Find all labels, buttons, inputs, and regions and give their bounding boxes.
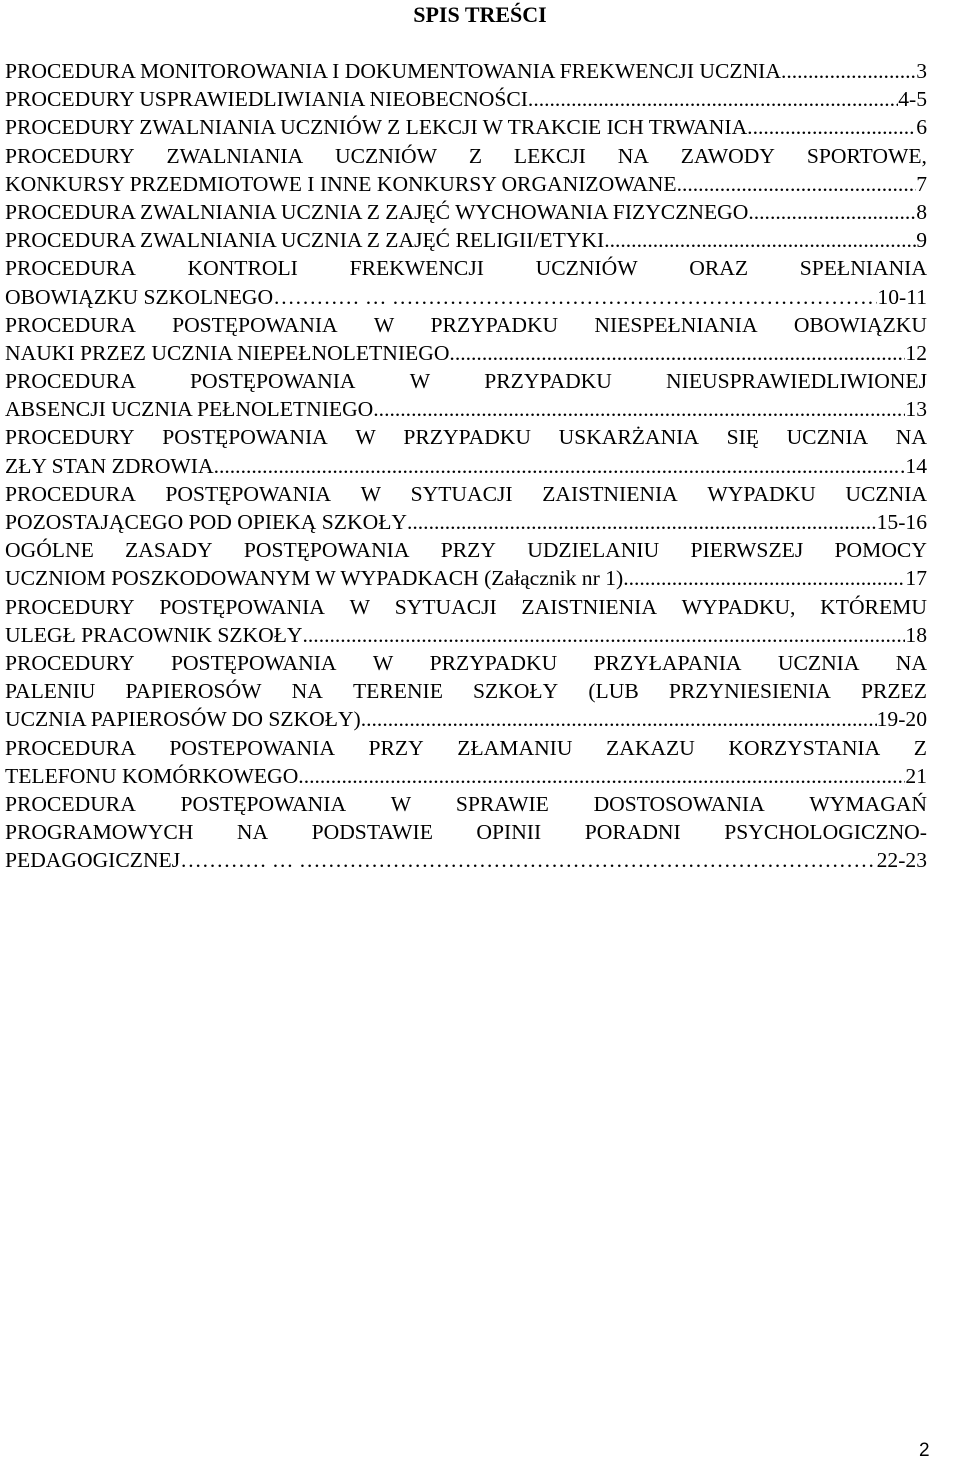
toc-leader-dots [528,85,898,113]
toc-leader-dots [604,226,916,254]
toc-entry-line[interactable] [5,846,927,874]
toc-entry-title: NAUKI PRZEZ UCZNIA NIEPEŁNOLETNIEGO [5,340,450,365]
toc-entry-title: UCZNIOM POSZKODOWANYM W WYPADKACH (Załącznik nr 1) [5,566,624,591]
toc-title: SPIS TREŚCI [413,2,547,27]
toc-entry-page: 13 [905,397,927,422]
toc-entry-line [5,254,927,282]
toc-entry-title: PROCEDURA POSTĘPOWANIA W PRZYPADKU NIESPEŁNIANIA OBOWIĄZKU [5,312,927,337]
toc-entry-page: 9 [916,228,927,253]
toc-entry-line [5,593,927,621]
toc-entry-line [5,367,927,395]
toc-entry-page: .14 [900,453,927,478]
toc-entry-line [5,734,927,762]
toc-entry-page: 22-23 [876,848,927,873]
toc-entry-line [5,311,927,339]
toc-entry-page: 19-20 [876,707,927,732]
toc-entry-title: PROCEDURY POSTĘPOWANIA W PRZYPADKU PRZYŁAPANIA UCZNIA NA [5,650,927,675]
toc-entry-line[interactable] [5,113,927,141]
toc-entry-page: 8 [916,199,927,224]
toc-entry-title: PROCEDURA ZWALNIANIA UCZNIA Z ZAJĘĆ WYCHOWANIA FIZYCZNEGO [5,199,749,224]
toc-entry-title: PROCEDURY POSTĘPOWANIA W SYTUACJI ZAISTNIENIA WYPADKU, KTÓREMU [5,594,927,619]
toc-entry-page: 15-16 [876,510,927,534]
toc-leader-dots [373,395,905,423]
toc-entry-line[interactable] [5,57,927,85]
toc-entry-title: PROCEDURY POSTĘPOWANIA W PRZYPADKU USKARŻANIA SIĘ UCZNIA NA [5,425,927,450]
toc-entry-title: PROCEDURA ZWALNIANIA UCZNIA Z ZAJĘĆ RELIGII/ETYKI [5,228,605,253]
toc-leader-dots [361,705,877,733]
toc-entry-line[interactable] [5,564,927,592]
toc-entry-line[interactable] [5,198,927,226]
toc-entry-title: PROCEDURA MONITOROWANIA I DOKUMENTOWANIA FREKWENCJI UCZNIA [5,59,781,83]
toc-entry-title: KONKURSY PRZEDMIOTOWE I INNE KONKURSY ORGANIZOWANE [5,171,677,196]
toc-entry-line [5,423,927,451]
toc-entry-line[interactable] [5,621,927,649]
toc-entry-page: 10-11 [877,284,927,309]
toc-entry-title: PROCEDURA POSTĘPOWANIA W PRZYPADKU NIEUSPRAWIEDLIWIONEJ [5,369,927,394]
toc-entry-title: PROCEDURA KONTROLI FREKWENCJI UCZNIÓW ORAZ SPEŁNIANIA [5,256,927,281]
toc-entry-line [5,649,927,677]
toc-entry-title: ZŁY STAN ZDROWIA [5,453,214,478]
toc-entry-page: 6 [916,115,927,140]
toc-entry-title: ULEGŁ PRACOWNIK SZKOŁY [5,622,303,647]
toc-entry-page: 3 [916,59,927,83]
toc-entry-line [5,818,927,846]
toc-entry-line[interactable] [5,226,927,254]
toc-leader-dots [449,339,905,367]
toc-entry-title: TELEFONU KOMÓRKOWEGO [5,763,299,788]
toc-leader-dots [214,452,900,480]
toc-entry-line[interactable] [5,339,927,367]
toc-entry-title: PROCEDURY USPRAWIEDLIWIANIA NIEOBECNOŚCI [5,87,528,112]
toc-entry-title: UCZNIA PAPIEROSÓW DO SZKOŁY) [5,707,361,732]
toc-leader-dots [623,564,905,592]
toc-leader-dots [747,113,916,141]
toc-entry-line [5,536,927,564]
toc-leader-dots [407,508,877,536]
toc-entry-page: 4-5 [898,87,927,112]
toc-leader-dots [303,621,906,649]
toc-entry-line[interactable] [5,762,927,790]
toc-entry-line [5,142,927,170]
toc-entry-title: PROCEDURY ZWALNIANIA UCZNIÓW Z LEKCJI NA ZAWODY SPORTOWE, [5,143,927,168]
toc-leader-dots [781,57,916,85]
toc-entry-page: 21 [905,763,927,788]
toc-entry-line[interactable] [5,452,927,480]
toc-leader-dots [677,170,917,198]
toc-leader-dots [273,283,877,311]
page-number: 2 [919,1440,930,1461]
table-of-contents [5,57,927,874]
toc-entry-line [5,480,927,508]
toc-entry-title: PROGRAMOWYCH NA PODSTAWIE OPINII PORADNI PSYCHOLOGICZNO- [5,820,927,845]
toc-entry-line[interactable] [5,170,927,198]
toc-entry-title: OGÓLNE ZASADY POSTĘPOWANIA PRZY UDZIELANIU PIERWSZEJ POMOCY [5,538,927,563]
toc-entry-line[interactable] [5,85,927,113]
toc-entry-page: 18 [905,622,927,647]
toc-entry-title: ABSENCJI UCZNIA PEŁNOLETNIEGO [5,397,374,422]
toc-entry-line [5,677,927,705]
toc-entry-title: OBOWIĄZKU SZKOLNEGO [5,284,274,309]
toc-entry-line[interactable] [5,508,927,536]
toc-entry-page: 12 [905,340,927,365]
toc-entry-line[interactable] [5,705,927,733]
toc-entry-title: POZOSTAJĄCEGO POD OPIEKĄ SZKOŁY [5,510,407,534]
toc-leader-dots [748,198,916,226]
toc-leader-dots [298,762,905,790]
toc-entry-title: PROCEDURA POSTĘPOWANIA W SPRAWIE DOSTOSOWANIA WYMAGAŃ [5,791,927,816]
toc-entry-title: PROCEDURY ZWALNIANIA UCZNIÓW Z LEKCJI W TRAKCIE ICH TRWANIA [5,115,748,140]
toc-entry-page: 17 [905,566,927,591]
toc-entry-title: PROCEDURA POSTĘPOWANIA W SYTUACJI ZAISTNIENIA WYPADKU UCZNIA [5,481,927,506]
toc-leader-dots [180,846,876,874]
toc-entry-line [5,790,927,818]
toc-entry-page: 7 [916,171,927,196]
toc-entry-title: PALENIU PAPIEROSÓW NA TERENIE SZKOŁY (LUB PRZYNIESIENIA PRZEZ [5,679,927,704]
toc-entry-title: PEDAGOGICZNEJ [5,848,181,873]
toc-entry-title: PROCEDURA POSTEPOWANIA PRZY ZŁAMANIU ZAKAZU KORZYSTANIA Z [5,735,927,760]
toc-entry-line[interactable] [5,395,927,423]
toc-entry-line[interactable] [5,283,927,311]
